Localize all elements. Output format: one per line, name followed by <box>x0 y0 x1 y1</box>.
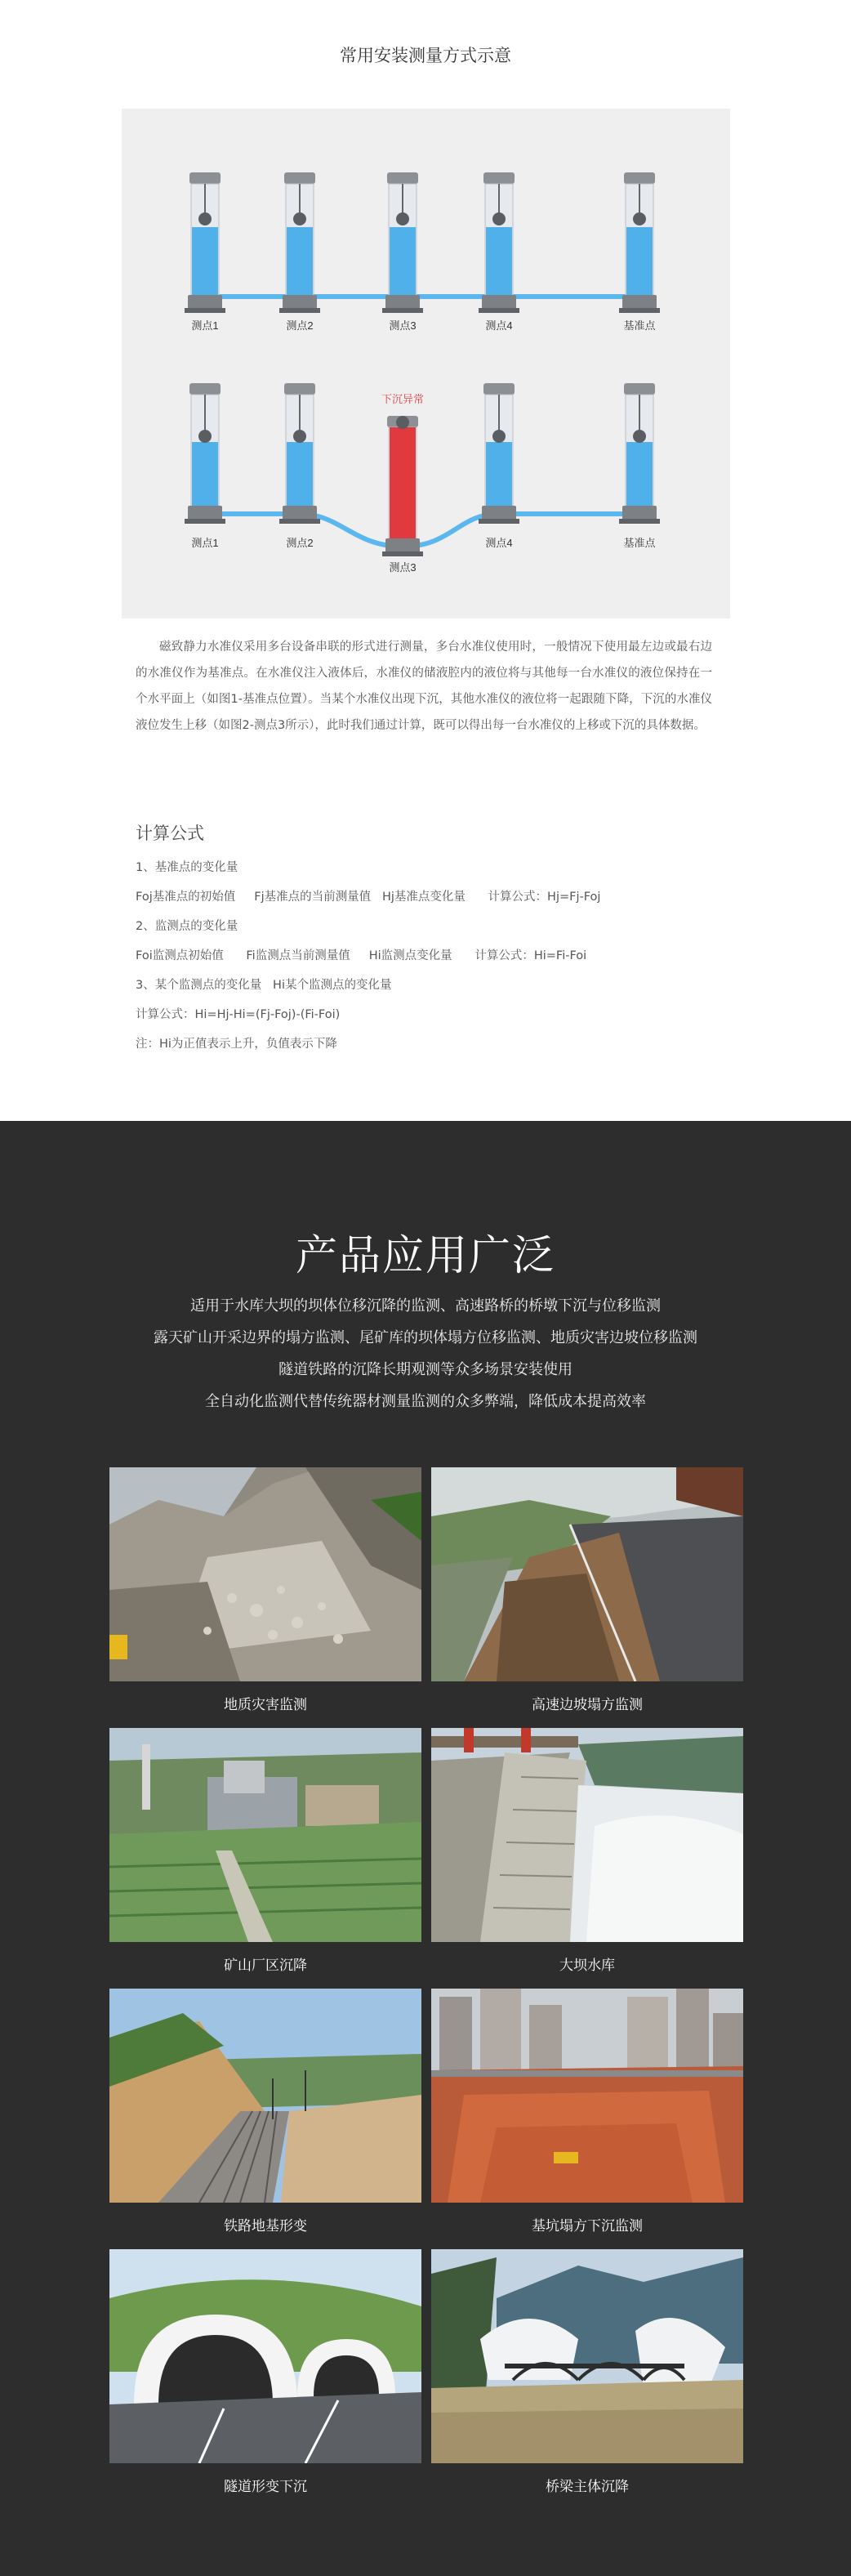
gauge-base <box>482 506 516 520</box>
point-label: 测点4 <box>485 537 513 549</box>
point-label: 测点3 <box>389 561 417 574</box>
gauge-cap <box>284 172 315 184</box>
point-label: 基准点 <box>623 537 656 549</box>
application-card-road-collapse <box>431 1467 743 1713</box>
level-diagram <box>122 109 730 618</box>
gauge-float <box>633 430 646 443</box>
gauge-base <box>283 295 317 310</box>
application-card-rockslide <box>109 1467 421 1713</box>
gauge-cap <box>189 172 221 184</box>
gauge-float <box>198 430 212 443</box>
gauge-float <box>293 212 306 225</box>
point-label: 测点1 <box>191 537 219 549</box>
tunnel-photo <box>109 2249 421 2463</box>
gauge-liquid <box>486 442 512 506</box>
card-caption: 铁路地基形变 <box>224 2218 307 2234</box>
card-caption: 地质灾害监测 <box>224 1697 307 1713</box>
point-label: 测点2 <box>286 319 314 332</box>
formula-line: 1、基准点的变化量 <box>136 861 238 874</box>
gauge-foot <box>382 551 423 556</box>
point-label: 测点1 <box>191 319 219 332</box>
gauge-liquid <box>626 442 653 506</box>
gauge-float <box>198 212 212 225</box>
gauge-cap <box>387 172 418 184</box>
formula-line: 注：Hi为正值表示上升，负值表示下降 <box>136 1038 337 1051</box>
bridge-photo <box>431 2249 743 2463</box>
card-caption: 隧道形变下沉 <box>224 2479 307 2495</box>
application-card-railway <box>109 1989 421 2234</box>
gauge-float <box>633 212 646 225</box>
railway-photo <box>109 1989 421 2203</box>
gauge-base <box>385 538 420 553</box>
gauge-foot <box>619 308 660 313</box>
applications-title: 产品应用广泛 <box>295 1232 555 1280</box>
gauge-foot <box>185 519 225 524</box>
card-caption: 大坝水库 <box>559 1958 615 1974</box>
gauge-float <box>396 212 409 225</box>
point-label: 测点2 <box>286 537 314 549</box>
gauge-base <box>385 295 420 310</box>
diagram-panel <box>122 109 730 618</box>
intro-line: 隧道铁路的沉降长期观测等众多场景安装使用 <box>278 1361 573 1378</box>
applications-intro <box>0 1290 851 1417</box>
gauge-foot <box>479 308 519 313</box>
gauge-float <box>293 430 306 443</box>
gauge-foot <box>382 308 423 313</box>
formula-line: Foi监测点初始值 Fi监测点当前测量值 Hi监测点变化量 计算公式：Hi=Fi-Foi <box>136 949 587 962</box>
gauge-liquid <box>192 227 218 295</box>
point-label: 下沉异常 <box>381 393 425 405</box>
formula-heading: 计算公式 <box>136 824 204 843</box>
road-collapse-photo <box>431 1467 743 1681</box>
application-card-mine-plant <box>109 1728 421 1974</box>
gauge-base <box>188 506 222 520</box>
gauge-base <box>482 295 516 310</box>
card-caption: 矿山厂区沉降 <box>224 1958 307 1974</box>
diagram-title: 常用安装测量方式示意 <box>340 46 511 65</box>
intro-line: 适用于水库大坝的坝体位移沉降的监测、高速路桥的桥墩下沉与位移监测 <box>190 1297 661 1315</box>
gauge-cap <box>483 383 515 395</box>
card-caption: 基坑塌方下沉监测 <box>532 2218 643 2234</box>
gauge-liquid <box>287 227 313 295</box>
formula-list <box>136 858 724 1064</box>
gauge-foot <box>185 308 225 313</box>
gauge-liquid <box>287 442 313 506</box>
connecting-pipe <box>205 514 639 547</box>
rockslide-photo <box>109 1467 421 1681</box>
intro-line: 全自动化监测代替传统器材测量监测的众多弊端，降低成本提高效率 <box>205 1393 646 1410</box>
gauge-foot <box>279 308 320 313</box>
gauge-float <box>492 212 506 225</box>
gauge-cap <box>624 172 655 184</box>
gauge-base <box>283 506 317 520</box>
card-caption: 高速边坡塌方监测 <box>532 1697 643 1713</box>
point-label: 测点4 <box>485 319 513 332</box>
gauge-foot <box>479 519 519 524</box>
gauge-foot <box>279 519 320 524</box>
gauge-cap <box>189 383 221 395</box>
gauge-base <box>622 295 657 310</box>
point-label: 测点3 <box>389 319 417 332</box>
installation-section <box>0 0 851 1121</box>
formula-line: Foj基准点的初始值 Fj基准点的当前测量值 Hj基准点变化量 计算公式：Hj=Fj-Foj <box>136 891 601 904</box>
gauge-cap <box>284 383 315 395</box>
applications-section <box>0 1121 851 2576</box>
description-paragraph: 磁致静力水准仪采用多台设备串联的形式进行测量，多台水准仪使用时，一般情况下使用最左边或最右边的水准仪作为基准点。在水准仪注入液体后，水准仪的储液腔内的液位将与其他每一台水准仪的液位保持在一个水平面上（如图1-基准点位置）。当某个水准仪出现下沉，其他水准仪的液位将一起跟随下降，下沉的水准仪液位发生上移（如图2-测点3所示），此时我们通过计算，既可以得出每一台水准仪的上移或下沉的具体数据。 <box>136 641 712 732</box>
card-caption: 桥梁主体沉降 <box>546 2479 629 2495</box>
formula-line: 2、监测点的变化量 <box>136 920 238 933</box>
formula-line: 计算公式：Hi=Hj-Hi=(Fj-Foj)-(Fi-Foi) <box>136 1008 341 1021</box>
point-label: 基准点 <box>623 319 656 332</box>
gauge-liquid <box>390 427 416 538</box>
formula-line: 3、某个监测点的变化量 Hi某个监测点的变化量 <box>136 979 392 992</box>
intro-line: 露天矿山开采边界的塌方监测、尾矿库的坝体塌方位移监测、地质灾害边坡位移监测 <box>154 1329 697 1346</box>
gauge-liquid <box>390 227 416 295</box>
gauge-liquid <box>486 227 512 295</box>
gauge-cap <box>624 383 655 395</box>
gauge-liquid <box>626 227 653 295</box>
application-card-tunnel <box>109 2249 421 2495</box>
foundation-pit-photo <box>431 1989 743 2203</box>
dam-photo <box>431 1728 743 1942</box>
application-card-dam <box>431 1728 743 1974</box>
gauge-base <box>188 295 222 310</box>
gauge-cap <box>483 172 515 184</box>
gauge-foot <box>619 519 660 524</box>
gauge-base <box>622 506 657 520</box>
application-card-bridge <box>431 2249 743 2495</box>
mine-plant-photo <box>109 1728 421 1942</box>
application-card-foundation-pit <box>431 1989 743 2234</box>
gauge-float <box>396 416 409 429</box>
gauge-float <box>492 430 506 443</box>
gauge-liquid <box>192 442 218 506</box>
